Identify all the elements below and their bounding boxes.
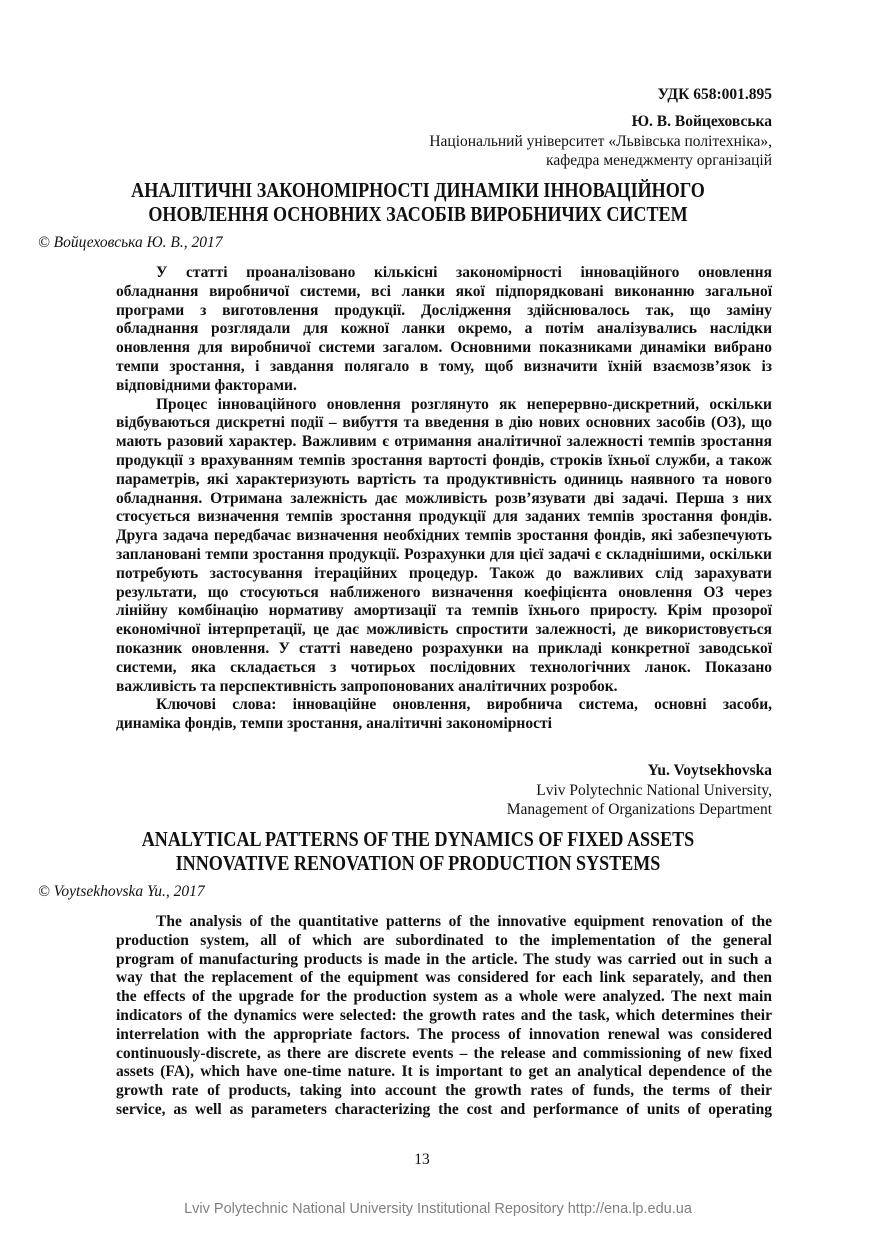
abstract-line: growth rate of products, taking into account the growth rates of funds, the terms of their xyxy=(116,1082,772,1100)
abstract-line: динаміка фондів, темпи зростання, аналітичні закономірності xyxy=(116,715,552,733)
abstract-line: interrelation with the appropriate factors. The process of innovation renewal was considered xyxy=(116,1025,772,1043)
ua-copyright: © Войцеховська Ю. В., 2017 xyxy=(38,234,223,251)
abstract-line: потребують застосування ітераційних процедур. Також до важливих слід зарахувати xyxy=(116,564,772,582)
abstract-line: економічної інтерпретації, це дає можливість спростити залежності, де використовується xyxy=(116,621,772,639)
abstract-line: відбуваються дискретні події – вибуття та введення в дію нових основних засобів (ОЗ), що xyxy=(116,414,772,432)
abstract-line: важливість та перспективність запропонованих аналітичних розробок. xyxy=(116,677,618,695)
ua-affiliation-line: Національний університет «Львівська політехніка», xyxy=(429,133,772,150)
abstract-line: service, as well as parameters characterizing the cost and performance of units of operating xyxy=(116,1100,772,1118)
udk-code: УДК 658:001.895 xyxy=(657,86,772,103)
abstract-line: програми з виготовлення продукції. Дослідження здійснювалось так, що заміну xyxy=(116,301,772,319)
abstract-line: темпи зростання, і завдання полягало в тому, щоб визначити їхній взаємозв’язок із xyxy=(116,357,772,375)
abstract-line: the effects of the upgrade for the production system as a whole were analyzed. The next main xyxy=(116,988,772,1006)
abstract-line: У статті проаналізовано кількісні закономірності інноваційного оновлення xyxy=(156,264,772,281)
abstract-line: відповідними факторами. xyxy=(116,376,297,394)
abstract-line: параметрів, які характеризують вартість та продуктивність одиниць наявного та нового xyxy=(116,470,772,488)
abstract-line: assets (FA), which have one-time nature. It is important to get an analytical dependence of the xyxy=(116,1063,772,1081)
en-title-line: INNOVATIVE RENOVATION OF PRODUCTION SYSTEMS xyxy=(175,851,661,875)
abstract-line: результати, що стосуються наближеного визначення коефіцієнта оновлення ОЗ через xyxy=(116,583,772,601)
abstract-line: обладнання. Отримана залежність дає можливість розв’язувати дві задачі. Перша з них xyxy=(116,489,772,507)
ua-title-line: АНАЛІТИЧНІ ЗАКОНОМІРНОСТІ ДИНАМІКИ ІННОВАЦІЙНОГО xyxy=(131,178,705,202)
ua-author-name: Ю. В. Войцеховська xyxy=(631,113,772,130)
ua-affiliation xyxy=(429,132,772,170)
abstract-line: indicators of the dynamics were selected: the growth rates and the task, which determines their xyxy=(116,1006,772,1024)
abstract-line: системи, яка складається з чотирьох послідовних технологічних ланок. Показано xyxy=(116,658,772,676)
ua-title-line: ОНОВЛЕННЯ ОСНОВНИХ ЗАСОБІВ ВИРОБНИЧИХ СИСТЕМ xyxy=(148,202,688,226)
abstract-line: production system, all of which are subordinated to the implementation of the general xyxy=(116,931,772,949)
abstract-line: стосується визначення темпів зростання продукції для заданих темпів зростання фондів. xyxy=(116,508,772,526)
abstract-line: обладнання виробничої системи, всі ланки якої підпорядковані виконанню загальної xyxy=(116,282,772,300)
abstract-line: заплановані темпи зростання продукції. Розрахунки для цієї задачі є складнішими, оскільки xyxy=(116,545,772,563)
abstract-line: way that the replacement of the equipment was considered for each link separately, and then xyxy=(116,969,772,987)
en-copyright: © Voytsekhovska Yu., 2017 xyxy=(38,883,205,900)
en-title xyxy=(60,827,776,875)
en-affiliation-line: Lviv Polytechnic National University, xyxy=(536,782,772,799)
abstract-line: продукції з врахуванням темпів зростання вартості фондів, строків їхньої служби, а також xyxy=(116,451,772,469)
en-title-line: ANALYTICAL PATTERNS OF THE DYNAMICS OF FIXED ASSETS xyxy=(141,827,695,851)
abstract-line: показник оновлення. У статті наведено розрахунки на прикладі конкретної заводської xyxy=(116,639,772,657)
abstract-line: мають разовий характер. Важливим є отримання аналітичної залежності темпів зростання xyxy=(116,433,772,451)
abstract-line: program of manufacturing products is made in the article. The study was carried out in such a xyxy=(116,950,772,968)
abstract-line: Процес інноваційного оновлення розглянуто як неперервно-дискретний, оскільки xyxy=(156,395,772,413)
abstract-line: The analysis of the quantitative patterns of the innovative equipment renovation of the xyxy=(156,913,772,930)
en-affiliation xyxy=(507,781,772,819)
abstract-line: Ключові слова: інноваційне оновлення, виробнича система, основні засоби, xyxy=(156,696,772,714)
en-abstract xyxy=(116,913,772,1120)
abstract-line: Друга задача передбачає визначення необхідних темпів зростання фондів, які забезпечують xyxy=(116,527,772,545)
en-author-name: Yu. Voytsekhovska xyxy=(647,762,772,779)
page-number: 13 xyxy=(414,1151,430,1168)
abstract-line: обладнання розглядали для кожної ланки окремо, а потім аналізувались наслідки xyxy=(116,320,772,338)
abstract-line: лінійну комбінацію нормативу амортизації та темпів їхнього приросту. Крім прозорої xyxy=(116,602,772,620)
ua-affiliation-line: кафедра менеджменту організацій xyxy=(546,152,772,169)
repository-footer: Lviv Polytechnic National University Institutional Repository http://ena.lp.edu.ua xyxy=(184,1201,692,1217)
en-affiliation-line: Management of Organizations Department xyxy=(506,801,772,818)
abstract-line: оновлення для виробничої системи загалом. Основними показниками динаміки вибрано xyxy=(116,339,772,357)
ua-title xyxy=(60,178,776,226)
abstract-line: continuously-discrete, as there are discrete events – the release and commissioning of new fixed xyxy=(116,1044,772,1062)
ua-abstract xyxy=(116,264,772,734)
